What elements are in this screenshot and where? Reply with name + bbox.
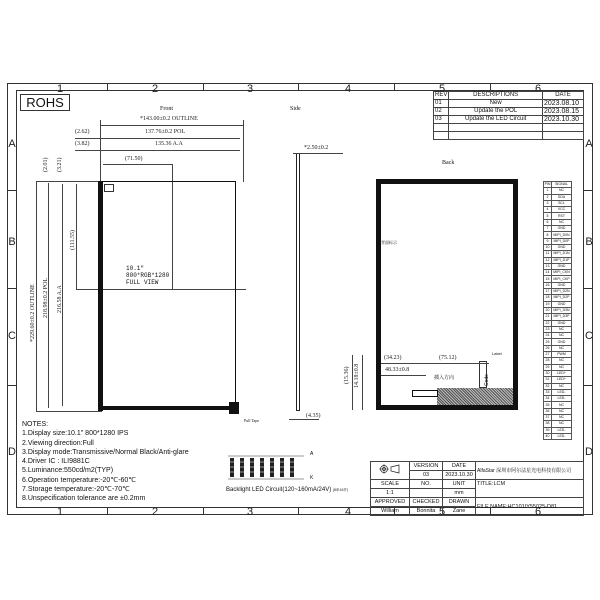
- pin-signal: SCL: [552, 200, 572, 206]
- zone-row-d-right: D: [585, 446, 593, 458]
- revision-row: [434, 108, 584, 116]
- pin-signal: MIPI_D0P: [552, 238, 572, 244]
- zone-row-a-left: A: [8, 138, 16, 150]
- dim-pol-width: 137.76±0.2 POL: [145, 129, 186, 135]
- dim-center-x: (71.50): [125, 156, 143, 162]
- dim-height-2: 14.18±0.8: [354, 363, 360, 388]
- backlight-caption-suffix: (8串16并): [332, 488, 349, 492]
- pin-signal: MIPI_D2P: [552, 295, 572, 301]
- pin-signal: NC: [552, 188, 572, 194]
- note-item: 7.Storage temperature:-20℃-70℃: [22, 486, 130, 494]
- pin-number: 13: [544, 263, 552, 269]
- pin-number: 25: [544, 339, 552, 345]
- extension-line: [100, 120, 101, 182]
- zone-col-6-top: 6: [534, 83, 542, 95]
- front-panel-outline: [100, 181, 236, 408]
- pin-signal: GND: [552, 244, 572, 250]
- pin-signal: NC: [552, 408, 572, 414]
- company-name: AlfaStar 深圳市阿尔法星光电科技有限公司: [476, 462, 584, 480]
- rev-date: 2023.08.10: [543, 100, 584, 108]
- zone-divider: [7, 385, 16, 386]
- panel-size: 10.1": [126, 265, 145, 272]
- drawn-label: DRAWN: [443, 498, 476, 507]
- title-value: TITLE:LCM: [476, 480, 584, 498]
- pin-signal: NC: [552, 402, 572, 408]
- zone-col-2-bottom: 2: [151, 506, 159, 518]
- pin-signal: GND: [552, 301, 572, 307]
- zone-divider: [584, 385, 593, 386]
- note-item: 1.Display size:10.1" 800*1280 IPS: [22, 430, 129, 438]
- backlight-note: 背面标示: [381, 240, 397, 245]
- pin-number: 1: [544, 188, 552, 194]
- zone-col-4-top: 4: [344, 83, 352, 95]
- cathode-label: K: [310, 475, 314, 481]
- scale-label: SCALE: [371, 480, 410, 489]
- rev-header-rev: REV: [435, 92, 448, 98]
- panel-bottom-edge: [98, 406, 238, 410]
- pin-signal: NC: [552, 414, 572, 420]
- pull-tape-label: Pull Tape: [244, 418, 260, 423]
- pin-number: 12: [544, 257, 552, 263]
- pin-number: 34: [544, 396, 552, 402]
- pin-number: 2: [544, 194, 552, 200]
- dim-line-fpc-width: [381, 375, 426, 376]
- zone-divider: [107, 83, 108, 90]
- rev-number: 01: [434, 100, 449, 108]
- unit-label: UNIT: [443, 480, 476, 489]
- zone-col-6-bottom: 6: [534, 506, 542, 518]
- pin-signal: GND: [552, 282, 572, 288]
- pin-signal: MIPI_D1P: [552, 257, 572, 263]
- pin-signal: MIPI_D3P: [552, 314, 572, 320]
- fpc-pad-marker: [104, 184, 114, 192]
- note-item: 8.Unspecification tolerance are ±0.2mm: [22, 495, 146, 503]
- notes-section: [22, 420, 189, 504]
- fpc-connector-area: [437, 388, 513, 405]
- pin-row: [544, 232, 572, 238]
- pin-signal: GND: [552, 339, 572, 345]
- pin-number: 39: [544, 427, 552, 433]
- zone-row-b-right: B: [585, 236, 593, 248]
- extension-line: [243, 120, 244, 182]
- pin-number: 31: [544, 377, 552, 383]
- pin-number: 23: [544, 326, 552, 332]
- pin-number: 3: [544, 200, 552, 206]
- dim-line-fpc-center: [381, 363, 489, 364]
- pin-signal: NC: [552, 364, 572, 370]
- pin-row: [544, 276, 572, 282]
- zone-col-3-bottom: 3: [246, 506, 254, 518]
- rohs-label: ROHS: [20, 94, 70, 111]
- rev-date: 2023.10.30: [543, 116, 584, 124]
- drawn-by: Zane: [443, 507, 476, 516]
- dim-offset-pol-y: (2.01): [43, 157, 49, 172]
- zone-row-b-left: B: [8, 236, 16, 248]
- zone-divider: [203, 83, 204, 90]
- zone-col-1-top: 1: [56, 83, 64, 95]
- zone-col-2-top: 2: [151, 83, 159, 95]
- panel-label: [126, 265, 169, 286]
- checked-by: Bonnita: [410, 507, 443, 516]
- pin-signal: LED-: [552, 427, 572, 433]
- pin-row: [544, 238, 572, 244]
- label-callout: Label: [492, 351, 502, 356]
- pin-signal: NC: [552, 383, 572, 389]
- dim-offset-aa-y: (3.21): [57, 157, 63, 172]
- pin-signal: NC: [552, 345, 572, 351]
- pin-number: 14: [544, 270, 552, 276]
- projection-symbol-cell: [371, 462, 410, 480]
- first-angle-projection-icon: [379, 464, 401, 474]
- backlight-caption: [226, 487, 348, 493]
- fpc-connector: [412, 390, 438, 397]
- dim-center-y: (111.55): [70, 229, 76, 250]
- note-item: 5.Luminance:550cd/m2(TYP): [22, 467, 114, 475]
- rev-date: 2023.08.15: [543, 108, 584, 116]
- zone-col-3-top: 3: [246, 83, 254, 95]
- note-item: 2.Viewing direction:Full: [22, 439, 94, 447]
- pin-number: 30: [544, 370, 552, 376]
- pin-signal: LED+: [552, 370, 572, 376]
- pin-signal: GND: [552, 226, 572, 232]
- pin-number: 37: [544, 414, 552, 420]
- pin-number: 40: [544, 433, 552, 439]
- pin-number: 6: [544, 219, 552, 225]
- panel-view: FULL VIEW: [126, 279, 159, 286]
- dim-line-height-2: [362, 355, 363, 410]
- pin-number: 20: [544, 307, 552, 313]
- pin-number: 5: [544, 213, 552, 219]
- zone-row-c-right: C: [585, 330, 593, 342]
- pin-signal: VCC: [552, 207, 572, 213]
- pin-signal: GND: [552, 263, 572, 269]
- dim-offset-pol-x: (2.62): [75, 129, 90, 135]
- dim-outline-height: *229.60±0.2 OUTLINE: [30, 284, 36, 342]
- approved-by: William: [371, 507, 410, 516]
- led-matrix-icon: [226, 454, 308, 481]
- no-label: NO.: [410, 480, 443, 489]
- pin-signal: PWM: [552, 352, 572, 358]
- dim-leader: [75, 138, 102, 139]
- rev-number: 03: [434, 116, 449, 124]
- dim-line-center-x: [103, 164, 172, 165]
- dim-fpc-offset: (4.35): [306, 413, 321, 419]
- pin-row: [544, 295, 572, 301]
- scale-value: 1:1: [371, 489, 410, 498]
- pin-signal: GND: [552, 320, 572, 326]
- pin-row: [544, 433, 572, 439]
- pin-row: [544, 307, 572, 313]
- pin-row: [544, 289, 572, 295]
- note-item: 6.Operation temperature:-20℃-60℃: [22, 476, 137, 484]
- zone-divider: [7, 190, 16, 191]
- file-name: FILE NAME:HC101IY55025-D81: [476, 498, 584, 516]
- extension-line: [36, 181, 102, 182]
- approved-label: APPROVED: [371, 498, 410, 507]
- pin-number: 33: [544, 389, 552, 395]
- revision-row: [434, 100, 584, 108]
- dim-aa-width: 135.36 A.A: [155, 141, 183, 147]
- title-block: [370, 461, 584, 516]
- pin-number: 7: [544, 226, 552, 232]
- pin-signal: LED-: [552, 396, 572, 402]
- zone-divider: [584, 288, 593, 289]
- pin-signal: MIPI_D1N: [553, 251, 570, 256]
- backlight-caption-text: Backlight LED Circuit(120~160mA/24V): [226, 487, 332, 493]
- backlight-led-circuit: [226, 454, 308, 481]
- zone-divider: [7, 288, 16, 289]
- zone-row-a-right: A: [585, 138, 593, 150]
- dim-outline-width: *143.00±0.2 OUTLINE: [140, 116, 198, 122]
- pin-number: 16: [544, 282, 552, 288]
- pin-number: 28: [544, 358, 552, 364]
- pin-number: 9: [544, 238, 552, 244]
- dim-line-outline-height: [36, 181, 37, 411]
- pin-signal: NC: [552, 358, 572, 364]
- zone-col-1-bottom: 1: [56, 506, 64, 518]
- revision-row: [434, 116, 584, 124]
- extension-line: [36, 411, 102, 412]
- pin-signal: MIPI_CKP: [553, 276, 570, 281]
- rev-description: New: [449, 100, 543, 108]
- pin-number: 4: [544, 207, 552, 213]
- pin-number: 27: [544, 352, 552, 358]
- rev-header-date: DATE: [543, 92, 584, 100]
- zone-row-d-left: D: [8, 446, 16, 458]
- dim-fpc-center: (75.12): [439, 355, 457, 361]
- zone-divider: [298, 508, 299, 515]
- pin-number: 21: [544, 314, 552, 320]
- zone-divider: [490, 83, 491, 90]
- note-item: 3.Display mode:Transmissive/Normal Black/Anti-glare: [22, 448, 189, 456]
- dim-leader: [75, 150, 103, 151]
- zone-col-4-bottom: 4: [344, 506, 352, 518]
- pin-signal: MIPI_D0N: [553, 232, 570, 237]
- pin-number: 38: [544, 421, 552, 427]
- zone-col-5-bottom: 5: [438, 506, 446, 518]
- pin-number: 36: [544, 408, 552, 414]
- dim-line-pol-width: [102, 138, 240, 139]
- pin-signal: NC: [552, 326, 572, 332]
- zone-col-5-top: 5: [438, 83, 446, 95]
- pin-number: 17: [544, 289, 552, 295]
- panel-resolution: 800*RGB*1280: [126, 272, 170, 279]
- pin-number: 15: [544, 276, 552, 282]
- rev-description: Update the LED Circuit: [449, 116, 543, 124]
- pin-header-signal: SIGNAL: [552, 182, 572, 188]
- dim-height-1: (15.36): [344, 366, 350, 384]
- dim-fpc-width: 48.33±0.8: [385, 367, 410, 373]
- pin-number: 8: [544, 232, 552, 238]
- zone-divider: [107, 508, 108, 515]
- pin-number: 35: [544, 402, 552, 408]
- pin-signal: MIPI_CKN: [553, 270, 570, 275]
- pin-row: [544, 257, 572, 263]
- note-item: 4.Driver IC : ILI9881C: [22, 458, 90, 466]
- pin-row: [544, 251, 572, 257]
- dim-line-center-y: [76, 184, 77, 289]
- pin-signal: LED-: [552, 433, 572, 439]
- dim-line-height-1: [352, 355, 353, 410]
- pin-number: 18: [544, 295, 552, 301]
- pin-assignment-table: [543, 181, 572, 440]
- zone-divider: [203, 508, 204, 515]
- zone-row-c-left: C: [8, 330, 16, 342]
- pin-signal: MIPI_D3N: [553, 308, 570, 313]
- pin-number: 24: [544, 333, 552, 339]
- rev-description: Update the POL: [449, 108, 543, 116]
- back-view-title: Back: [442, 160, 455, 166]
- front-view-title: Front: [160, 106, 174, 112]
- dim-offset-aa-x: (3.82): [75, 141, 90, 147]
- dim-line-outline-width: [100, 125, 243, 126]
- side-view-body: [296, 153, 300, 411]
- rev-number: 02: [434, 108, 449, 116]
- notes-title: NOTES:: [22, 421, 49, 428]
- date-value: 2023.10.30: [443, 471, 476, 480]
- dim-line-aa-width: [103, 150, 240, 151]
- panel-left-edge: [98, 181, 103, 411]
- pin-number: 22: [544, 320, 552, 326]
- revision-row: [434, 124, 584, 132]
- version-value: 03: [410, 471, 443, 480]
- revision-table: [433, 91, 584, 140]
- pin-number: 26: [544, 345, 552, 351]
- checked-label: CHECKED: [410, 498, 443, 507]
- pin-number: 19: [544, 301, 552, 307]
- pin-signal: NC: [552, 421, 572, 427]
- revision-row: [434, 132, 584, 140]
- dim-line-thickness: [293, 153, 343, 154]
- anode-label: A: [310, 451, 314, 457]
- pin-row: [544, 270, 572, 276]
- pin-signal: NC: [552, 219, 572, 225]
- pin-number: 32: [544, 383, 552, 389]
- pin-signal: SDA: [552, 194, 572, 200]
- dim-line-fpc-offset: [289, 419, 319, 420]
- dim-aa-height: 216.58 A.A: [57, 285, 63, 313]
- pull-tape-tab: [229, 402, 239, 414]
- dim-thickness: *2.50±0.2: [304, 145, 329, 151]
- version-label: VERSION: [410, 462, 443, 471]
- pin-row: [544, 314, 572, 320]
- no-value: [410, 489, 443, 498]
- pin-header-number: PIN: [544, 182, 551, 187]
- zone-divider: [298, 83, 299, 90]
- insert-direction: 插入方向: [434, 375, 455, 381]
- unit-value: mm: [443, 489, 476, 498]
- pin-number: 11: [544, 251, 552, 257]
- zone-divider: [394, 83, 395, 90]
- pin-signal: LED-: [552, 389, 572, 395]
- zone-divider: [584, 190, 593, 191]
- pin-signal: NC: [552, 333, 572, 339]
- rev-header-desc: DESCRIPTIONS: [449, 92, 543, 100]
- dim-fpc-offset-x: (34.23): [384, 355, 402, 361]
- pin-signal: LED+: [552, 377, 572, 383]
- pin-signal: RST: [552, 213, 572, 219]
- dim-pol-height: 218.98±0.2 POL: [43, 277, 49, 318]
- date-label: DATE: [443, 462, 476, 471]
- pin-number: 29: [544, 364, 552, 370]
- code-label: Code: [484, 374, 490, 386]
- side-view-title: Side: [290, 106, 301, 112]
- pin-number: 10: [544, 244, 552, 250]
- pin-signal: MIPI_D2N: [553, 289, 570, 294]
